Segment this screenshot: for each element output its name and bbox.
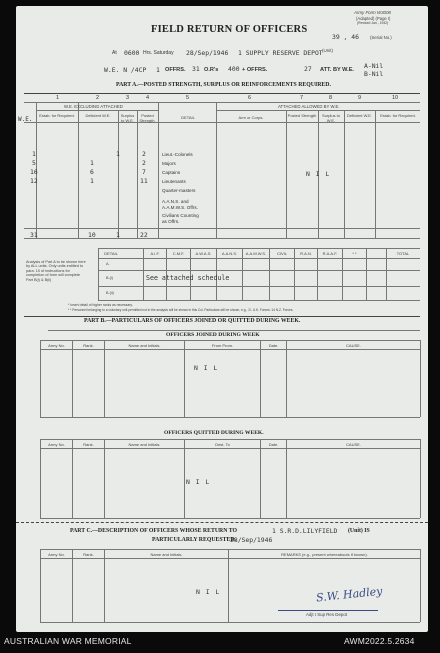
col-number: 4 xyxy=(146,95,150,101)
col4-value: 2 xyxy=(142,159,146,167)
analysis-col: TOTAL xyxy=(396,251,410,256)
col1-value: 1 xyxy=(32,150,36,158)
rule xyxy=(72,340,73,417)
joined-nil: N I L xyxy=(194,364,219,372)
rank-label: Lieutenants xyxy=(162,179,186,184)
unit-label: (Unit) xyxy=(322,48,333,53)
quitted-col: Army No. xyxy=(48,442,65,447)
rule xyxy=(420,340,421,417)
part-c-date: 28/Sep/1946 xyxy=(230,536,273,544)
rule xyxy=(72,439,73,518)
subheader-posted-att: Posted Strength xyxy=(287,113,317,118)
rule xyxy=(104,439,105,518)
attached-nil: N I L xyxy=(306,170,331,178)
part-b-title: PART B.—PARTICULARS OF OFFICERS JOINED OR QUITTED DURING WEEK. xyxy=(84,318,301,324)
analysis-col: * * xyxy=(352,251,357,256)
rank-label: Civilians Counting xyxy=(162,213,199,218)
we-offrs-value: 1 xyxy=(156,66,160,74)
form-ref-1: Army Form W3008 xyxy=(354,10,391,15)
form-ref-3: (Revised Jan., 1942) xyxy=(357,21,389,25)
rule xyxy=(260,439,261,518)
rule xyxy=(260,340,261,417)
subheader-posted: Posted Strength. xyxy=(139,113,156,123)
rank-label: A.A.N.S. and xyxy=(162,199,189,204)
signature-title: Adjt I Sup Res Depot xyxy=(306,612,348,617)
part-c-col: Army No. xyxy=(48,552,65,557)
joined-col: Army No. xyxy=(48,343,65,348)
rule xyxy=(72,549,73,622)
analysis-note: Analysis of Part A to be shown here by ALL units. Only units entitled to para. 10 of instructions for completion of form will complete Part B(i) & B(ii) xyxy=(26,260,86,282)
rule xyxy=(40,549,41,622)
rank-label: Captains xyxy=(162,170,181,175)
rule xyxy=(40,439,41,518)
return-time: 0600 xyxy=(124,49,140,57)
rule xyxy=(344,110,345,238)
rank-label: Quarter-masters xyxy=(162,188,196,193)
rule xyxy=(40,349,420,350)
rule xyxy=(24,316,420,317)
rank-label: as Offrs. xyxy=(162,219,180,224)
we-side-label: W.E. xyxy=(18,116,33,123)
col-number: 10 xyxy=(392,95,399,101)
quitted-col: Name and Initials. xyxy=(128,442,161,447)
serial-label: (Serial No.) xyxy=(370,35,392,40)
rule xyxy=(40,340,41,417)
col-number: 1 xyxy=(56,95,60,101)
quitted-title: OFFICERS QUITTED DURING WEEK. xyxy=(164,430,264,436)
analysis-row: A. xyxy=(106,262,110,266)
ors-label: O.R's xyxy=(204,67,219,73)
rule xyxy=(137,110,138,238)
rule xyxy=(104,549,105,622)
rule xyxy=(98,258,420,259)
rule xyxy=(16,522,428,523)
form-title: FIELD RETURN OF OFFICERS xyxy=(151,24,308,35)
col-number: 7 xyxy=(300,95,304,101)
rule xyxy=(184,439,185,518)
total-posted: 22 xyxy=(140,231,148,239)
rule xyxy=(104,340,105,417)
nil-a: A-Nil xyxy=(364,62,384,70)
rule xyxy=(228,549,229,622)
offrs-label: OFFRS. xyxy=(165,67,186,73)
quitted-nil: N I L xyxy=(186,478,211,486)
unit-name: 1 SUPPLY RESERVE DEPOT xyxy=(238,49,323,57)
joined-title: OFFICERS JOINED DURING WEEK xyxy=(166,332,260,338)
analysis-col: A.A.M.W.S. xyxy=(245,251,267,256)
att-by-we-label: ATT. BY W.E. xyxy=(320,67,354,73)
col2-value: 6 xyxy=(90,168,94,176)
rule xyxy=(40,518,420,519)
plus-value: 400 xyxy=(228,65,240,73)
analysis-col: A.I.F. xyxy=(150,251,160,256)
we-ors-value: 31 xyxy=(192,65,200,73)
rank-label: Majors xyxy=(162,161,176,166)
footer-accession-number: AWM2022.5.2634 xyxy=(344,636,415,646)
col-number: 2 xyxy=(96,95,100,101)
subheader-arm: Arm or Corps. xyxy=(238,115,264,120)
rule xyxy=(98,248,99,300)
analysis-col: DETAIL xyxy=(104,251,118,256)
analysis-col: A.A.N.S. xyxy=(221,251,238,256)
rule xyxy=(40,622,420,623)
rank-label: Lieut.-Colonels xyxy=(162,152,193,157)
rule xyxy=(40,340,420,341)
rule xyxy=(24,93,420,94)
rule xyxy=(98,270,420,271)
nil-b: B-Nil xyxy=(364,70,384,78)
subheader-deficient: Deficient W.E. xyxy=(85,113,111,118)
rule xyxy=(420,439,421,518)
rank-label: A.A.M.W.S. Offrs. xyxy=(162,205,198,210)
rule xyxy=(48,330,420,331)
subheader-estab-att: Estab. for Required. xyxy=(380,113,416,118)
joined-col: From Prom. xyxy=(211,343,234,348)
part-c-title: PART C.—DESCRIPTION OF OFFICERS WHOSE RETURN TO xyxy=(70,528,238,534)
rule xyxy=(98,300,420,301)
subheader-surplus-att: Surplus to W.E. xyxy=(321,113,340,123)
rule xyxy=(78,102,79,238)
subheader-surplus: Surplus to W.E. xyxy=(120,113,135,123)
rule xyxy=(118,110,119,238)
return-to-unit: 1 S.R.D.LILYFIELD xyxy=(272,527,338,535)
analysis-col: CIVIL xyxy=(276,251,287,256)
part-c-col: Name and Initials. xyxy=(150,552,183,557)
total-estab: 31 xyxy=(30,231,38,239)
joined-col: Rank. xyxy=(83,343,94,348)
col-number: 5 xyxy=(186,95,190,101)
signature-line xyxy=(278,610,378,611)
subheader-deficient-att: Deficient W.E. xyxy=(346,113,373,118)
col3-value: 1 xyxy=(116,150,120,158)
rule xyxy=(40,558,420,559)
rule xyxy=(366,248,367,300)
col2-value: 1 xyxy=(90,177,94,185)
analysis-col: C.M.F. xyxy=(172,251,185,256)
analysis-col: R.A.N. xyxy=(300,251,312,256)
col4-value: 11 xyxy=(140,177,148,185)
subheader-detail: DETAIL xyxy=(181,115,195,120)
rule xyxy=(40,417,420,418)
col1-value: 16 xyxy=(30,168,38,176)
serial-no: 39 , 46 xyxy=(332,33,359,41)
joined-col: Date. xyxy=(268,343,279,348)
part-c-nil: N I L xyxy=(196,588,221,596)
col4-value: 7 xyxy=(142,168,146,176)
col1-value: 12 xyxy=(30,177,38,185)
col1-value: 5 xyxy=(32,159,36,167)
quitted-col: Dest. To xyxy=(215,442,230,447)
rule xyxy=(286,110,287,238)
analysis-row: B.(ii) xyxy=(106,291,114,295)
we-reference: W.E. N /4CP xyxy=(104,66,147,74)
quitted-col: Date. xyxy=(268,442,279,447)
col4-value: 2 xyxy=(142,150,146,158)
part-c-title-b: PARTICULARLY REQUESTED. xyxy=(152,537,236,543)
rule xyxy=(40,549,420,550)
rule xyxy=(24,102,420,103)
total-surplus: 1 xyxy=(116,231,120,239)
attached-allowed-header: ATTACHED ALLOWED BY W.E. xyxy=(278,104,340,109)
form-ref-2: (Adapted) (Page I) xyxy=(356,16,391,21)
hrs-label: Hrs. Saturday xyxy=(143,50,174,56)
analysis-col: R.A.A.F. xyxy=(322,251,338,256)
rule xyxy=(184,340,185,417)
analysis-col: A.W.A.S. xyxy=(195,251,212,256)
rule xyxy=(40,448,420,449)
footer-source: AUSTRALIAN WAR MEMORIAL xyxy=(4,636,132,646)
rule xyxy=(24,238,420,239)
part-c-col: REMARKS (e.g., present whereabouts if known). xyxy=(281,552,368,557)
subheader-estab: Estab. for Required. xyxy=(39,113,75,118)
rule xyxy=(24,122,420,123)
joined-col: Name and Initials. xyxy=(128,343,161,348)
quitted-col: Rank. xyxy=(83,442,94,447)
analysis-row: B.(i) xyxy=(106,276,113,280)
return-date: 28/Sep/1946 xyxy=(186,49,229,57)
rule xyxy=(286,439,287,518)
rule xyxy=(158,102,159,238)
rule xyxy=(420,549,421,622)
footnote-2: * * Personnel belonging to a voluntary unit permitted not in the analysis will be shown in this Col. Particulars will be shown, e.g., 2/- U.K. Forces: 14 N.Z. Forces. xyxy=(68,308,294,312)
part-c-col: Rank. xyxy=(83,552,94,557)
see-attached-schedule: See attached schedule xyxy=(146,274,230,282)
quitted-col: CAUSE. xyxy=(346,442,361,447)
part-a-title: PART A.—POSTED STRENGTH, SURPLUS OR REINFORCEMENTS REQUIRED. xyxy=(116,82,331,88)
total-deficient: 10 xyxy=(88,231,96,239)
col-number: 6 xyxy=(248,95,252,101)
rule xyxy=(216,102,217,238)
rule xyxy=(98,286,420,287)
col-number: 3 xyxy=(126,95,130,101)
plus-offrs-label: + OFFRS. xyxy=(242,67,268,73)
plus-ors-value: 27 xyxy=(304,65,312,73)
col2-value: 1 xyxy=(90,159,94,167)
form-paper xyxy=(16,6,428,632)
rule xyxy=(24,228,420,229)
footnote-1: * Insert detail of higher ranks as necessary. xyxy=(68,303,133,307)
rule xyxy=(36,110,158,111)
rule xyxy=(286,340,287,417)
signature: S.W. Hadley xyxy=(315,584,383,605)
part-c-unit-label: (Unit) IS xyxy=(348,528,370,534)
we-excluding-header: W.E. EXCLUDING ATTACHED xyxy=(64,104,123,109)
col-number: 9 xyxy=(358,95,362,101)
rule xyxy=(375,110,376,238)
col-number: 8 xyxy=(329,95,333,101)
rule xyxy=(40,439,420,440)
joined-col: CAUSE. xyxy=(346,343,361,348)
at-label: At xyxy=(112,50,117,56)
rule xyxy=(98,248,420,249)
